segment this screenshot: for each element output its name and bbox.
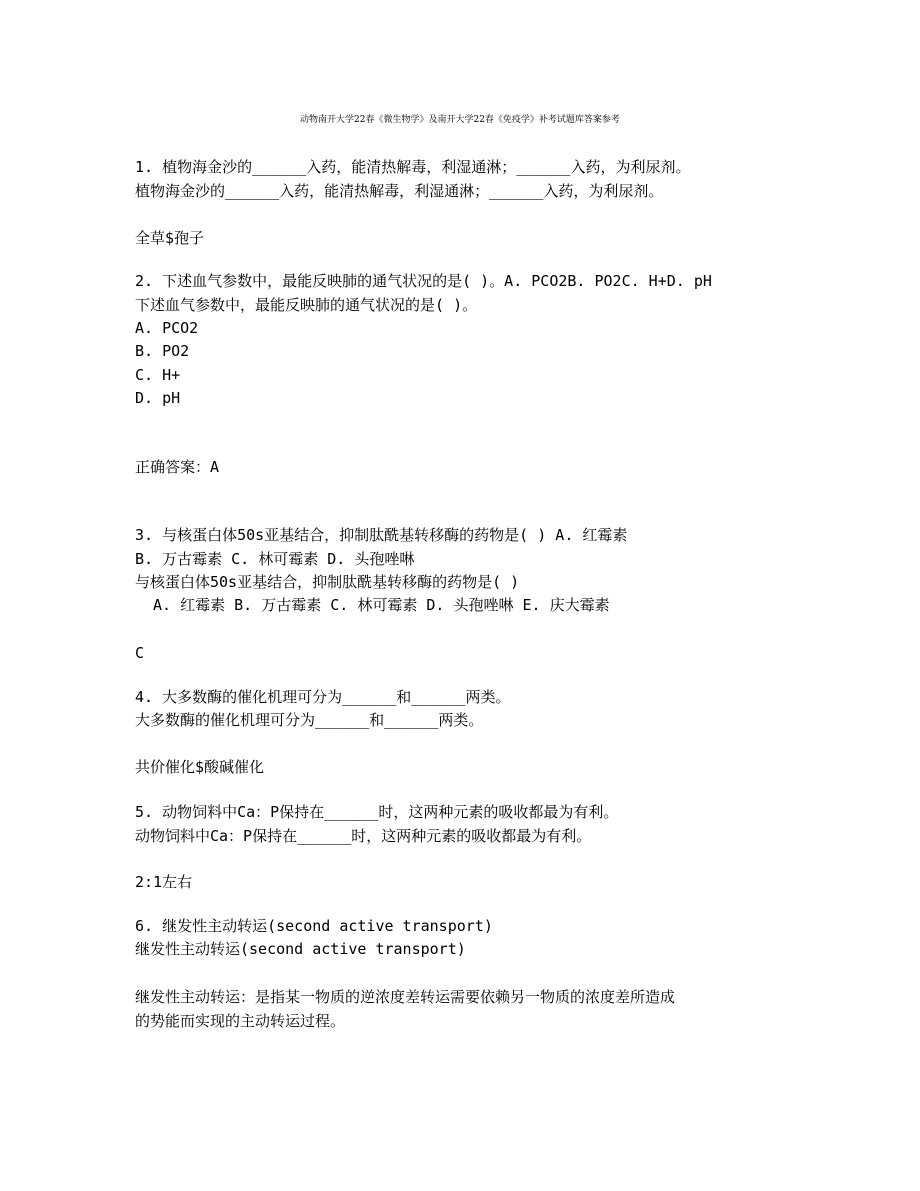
q6-answer-line-2: 的势能而实现的主动转运过程。 [135, 1012, 346, 1030]
q2-option-c: C. H+ [135, 366, 181, 384]
q2-answer: 正确答案：A [135, 458, 220, 476]
q4-stem: 4. 大多数酶的催化机理可分为______和______两类。 [135, 688, 511, 706]
q3-stem-options: B. 万古霉素 C. 林可霉素 D. 头孢唑啉 [135, 550, 415, 568]
q2-option-b: B. PO2 [135, 342, 190, 360]
q2-option-d: D. pH [135, 389, 181, 407]
q3-repeat-options: A. 红霉素 B. 万古霉素 C. 林可霉素 D. 头孢唑啉 E. 庆大霉素 [153, 596, 610, 614]
q4-answer: 共价催化$酸碱催化 [135, 758, 265, 776]
q5-answer: 2:1左右 [135, 873, 193, 891]
q3-repeat: 与核蛋白体50s亚基结合，抑制肽酰基转移酶的药物是( ) [135, 573, 520, 591]
q5-stem: 5. 动物饲料中Ca：P保持在______时，这两种元素的吸收都最为有利。 [135, 803, 619, 821]
q2-repeat: 下述血气参数中，最能反映肺的通气状况的是( )。 [135, 296, 478, 314]
q1-repeat: 植物海金沙的______入药，能清热解毒，利湿通淋；______入药，为利尿剂。 [135, 182, 664, 200]
q1-answer: 全草$孢子 [135, 229, 205, 247]
q1-stem: 1. 植物海金沙的______入药，能清热解毒，利湿通淋；______入药，为利尿剂。 [135, 158, 691, 176]
q6-answer-line-1: 继发性主动转运：是指某一物质的逆浓度差转运需要依赖另一物质的浓度差所造成 [135, 988, 676, 1006]
q6-stem: 6. 继发性主动转运(second active transport) [135, 917, 493, 935]
q6-repeat: 继发性主动转运(second active transport) [135, 940, 466, 958]
q2-option-a: A. PCO2 [135, 319, 199, 337]
q4-repeat: 大多数酶的催化机理可分为______和______两类。 [135, 711, 484, 729]
q2-stem: 2. 下述血气参数中，最能反映肺的通气状况的是( )。A. PCO2B. PO2C. H+D. pH [135, 272, 712, 290]
page-title: 动物南开大学22春《微生物学》及南开大学22春《免疫学》补考试题库答案参考 [300, 115, 620, 125]
q3-stem: 3. 与核蛋白体50s亚基结合，抑制肽酰基转移酶的药物是( ) A. 红霉素 [135, 526, 628, 544]
q5-repeat: 动物饲料中Ca：P保持在______时，这两种元素的吸收都最为有利。 [135, 827, 592, 845]
q3-answer: C [135, 644, 145, 662]
